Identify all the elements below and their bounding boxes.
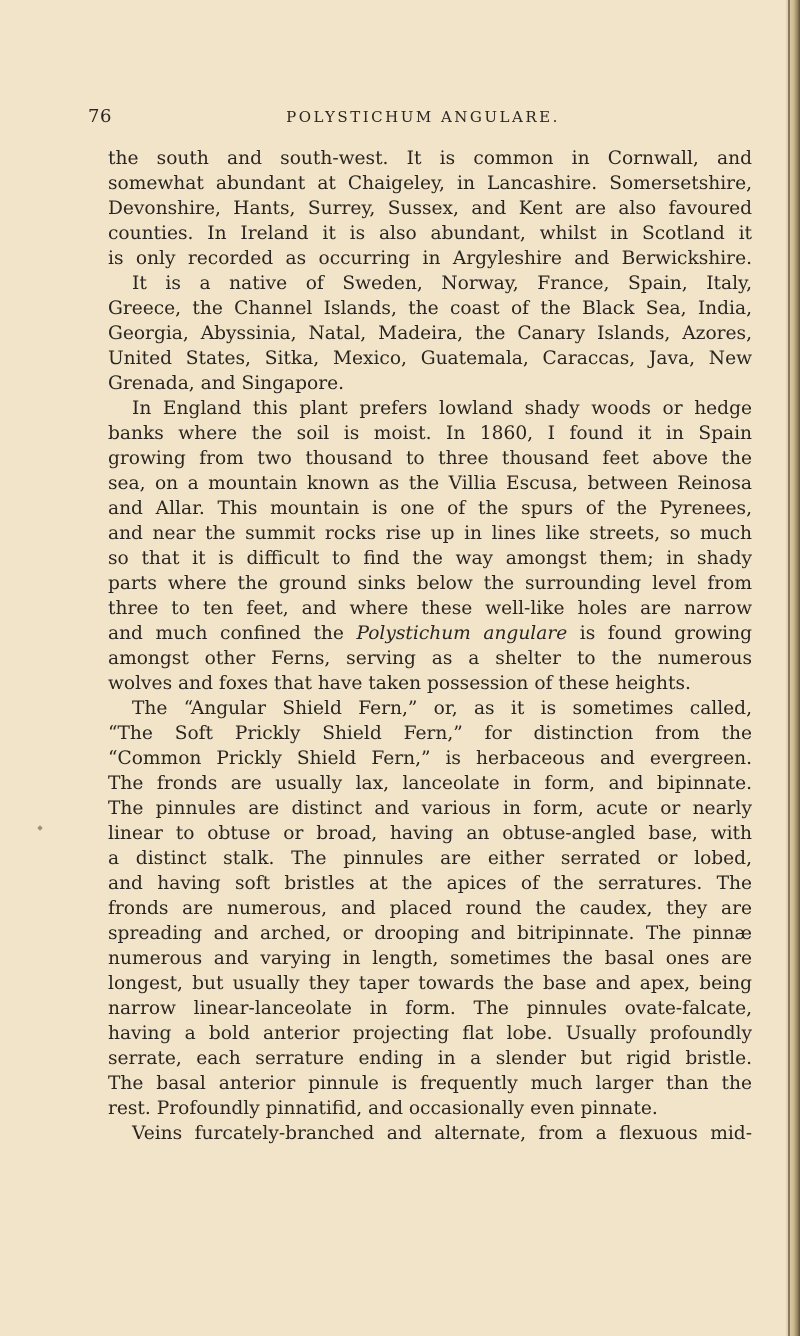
text-segment: longest, but usually they taper towards the base and apex, being [108, 973, 752, 994]
text-line [108, 371, 752, 396]
text-line [108, 346, 752, 371]
text-line [108, 596, 752, 621]
text-segment: amongst other Ferns, serving as a shelter to the numerous [108, 648, 752, 669]
text-segment: counties. In Ireland it is also abundant, whilst in Scotland it [108, 223, 752, 244]
text-segment: the south and south-west. It is common in Cornwall, and [108, 148, 752, 169]
text-segment: numerous and varying in length, sometimes the basal ones are [108, 948, 752, 969]
text-segment: a distinct stalk. The pinnules are either serrated or lobed, [108, 848, 752, 869]
text-segment: three to ten feet, and where these well-like holes are narrow [108, 598, 752, 619]
text-line [108, 446, 752, 471]
page-header [88, 106, 748, 132]
text-line [108, 471, 752, 496]
text-line [108, 1046, 752, 1071]
text-line [108, 571, 752, 596]
text-line [108, 971, 752, 996]
text-line [108, 821, 752, 846]
text-segment: parts where the ground sinks below the surrounding level from [108, 573, 752, 594]
text-line [108, 1021, 752, 1046]
text-line [108, 421, 752, 446]
text-segment: The basal anterior pinnule is frequently much larger than the [108, 1073, 752, 1094]
text-segment: sea, on a mountain known as the Villia Escusa, between Reinosa [108, 473, 752, 494]
text-segment: serrate, each serrature ending in a slender but rigid bristle. [108, 1048, 752, 1069]
text-segment: is only recorded as occurring in Argyleshire and Berwickshire. [108, 248, 752, 269]
text-segment: so that it is difficult to find the way amongst them; in shady [108, 548, 752, 569]
text-segment: and having soft bristles at the apices of the serratures. The [108, 873, 752, 894]
text-segment: Devonshire, Hants, Surrey, Sussex, and Kent are also favoured [108, 198, 752, 219]
text-line [108, 871, 752, 896]
text-line [108, 171, 752, 196]
running-head: POLYSTICHUM ANGULARE. [286, 108, 560, 126]
text-line [108, 396, 752, 421]
text-segment: linear to obtuse or broad, having an obtuse-angled base, with [108, 823, 752, 844]
text-line [108, 1071, 752, 1096]
text-line [108, 696, 752, 721]
text-line [108, 996, 752, 1021]
text-segment: narrow linear-lanceolate in form. The pinnules ovate-falcate, [108, 998, 752, 1019]
text-line [108, 521, 752, 546]
text-segment: Grenada, and Singapore. [108, 373, 345, 394]
text-line [108, 621, 752, 646]
margin-mark [37, 825, 43, 831]
text-line [108, 496, 752, 521]
text-segment: Greece, the Channel Islands, the coast of the Black Sea, India, [108, 298, 752, 319]
text-line [108, 846, 752, 871]
text-segment: “Common Prickly Shield Fern,” is herbaceous and evergreen. [108, 748, 752, 769]
italic-species-name: Polystichum angulare [356, 623, 568, 644]
text-segment: growing from two thousand to three thousand feet above the [108, 448, 752, 469]
text-segment: Veins furcately-branched and alternate, from a flexuous mid- [132, 1123, 752, 1144]
page-number: 76 [88, 106, 112, 127]
text-line [108, 321, 752, 346]
text-line [108, 646, 752, 671]
text-segment: fronds are numerous, and placed round the caudex, they are [108, 898, 752, 919]
text-line [108, 896, 752, 921]
text-segment: rest. Profoundly pinnatifid, and occasionally even pinnate. [108, 1098, 658, 1119]
text-line [108, 771, 752, 796]
text-line [108, 921, 752, 946]
text-line [108, 1121, 752, 1146]
text-line [108, 221, 752, 246]
text-segment: and Allar. This mountain is one of the spurs of the Pyrenees, [108, 498, 752, 519]
text-segment: It is a native of Sweden, Norway, France, Spain, Italy, [132, 273, 752, 294]
text-line [108, 271, 752, 296]
text-segment: having a bold anterior projecting flat lobe. Usually profoundly [108, 1023, 752, 1044]
text-line [108, 146, 752, 171]
text-line [108, 196, 752, 221]
text-line [108, 796, 752, 821]
text-segment: and near the summit rocks rise up in lines like streets, so much [108, 523, 752, 544]
text-line [108, 721, 752, 746]
text-segment: somewhat abundant at Chaigeley, in Lancashire. Somersetshire, [108, 173, 752, 194]
text-segment: is found growing [567, 623, 752, 644]
text-line [108, 1096, 752, 1121]
text-segment: wolves and foxes that have taken possession of these heights. [108, 673, 691, 694]
text-line [108, 246, 752, 271]
text-segment: The pinnules are distinct and various in form, acute or nearly [108, 798, 752, 819]
text-line [108, 746, 752, 771]
page-edge-line [788, 0, 790, 1336]
text-segment: and much confined the [108, 623, 357, 644]
text-segment: Georgia, Abyssinia, Natal, Madeira, the Canary Islands, Azores, [108, 323, 752, 344]
text-line [108, 946, 752, 971]
text-segment: The fronds are usually lax, lanceolate in form, and bipinnate. [108, 773, 752, 794]
text-segment: The “Angular Shield Fern,” or, as it is sometimes called, [132, 698, 752, 719]
text-line [108, 671, 752, 696]
text-segment: In England this plant prefers lowland shady woods or hedge [132, 398, 752, 419]
text-segment: “The Soft Prickly Shield Fern,” for distinction from the [108, 723, 752, 744]
text-line [108, 296, 752, 321]
text-segment: United States, Sitka, Mexico, Guatemala, Caraccas, Java, New [108, 348, 752, 369]
body-text [108, 146, 752, 1146]
text-segment: spreading and arched, or drooping and bitripinnate. The pinnæ [108, 923, 752, 944]
text-segment: banks where the soil is moist. In 1860, I found it in Spain [108, 423, 752, 444]
text-line [108, 546, 752, 571]
